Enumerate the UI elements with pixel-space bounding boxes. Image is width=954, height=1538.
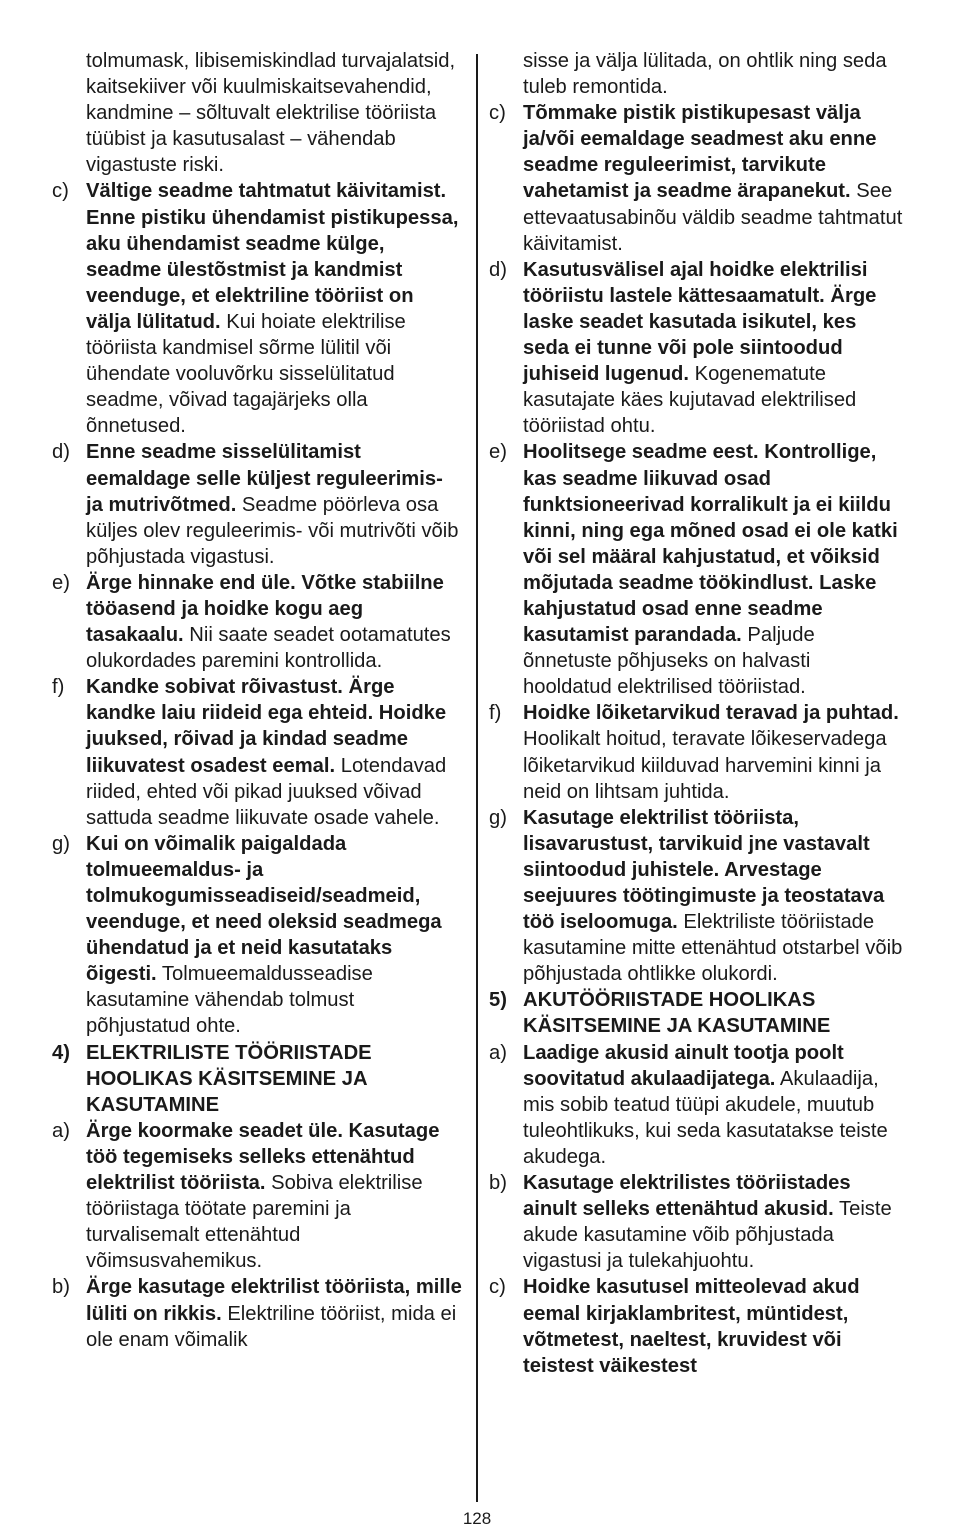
list-marker: g): [52, 832, 70, 855]
list-marker: 5): [489, 989, 507, 1012]
list-item: [52, 1040, 464, 1118]
list-item: [489, 257, 903, 440]
list-marker: e): [52, 571, 70, 594]
list-item-bold-text: Kasutage elektrilist tööriista, lisavarustust, tarvikuid jne vastavalt siintoodud juhistele. Arvestage seejuures töötingimuste ja teostatava töö iseloomuga.: [523, 806, 885, 934]
list-marker: e): [489, 441, 507, 464]
list-marker: c): [52, 180, 69, 203]
right-lead-paragraph: sisse ja välja lülitada, on ohtlik ning seda tuleb remontida.: [523, 50, 887, 99]
column-divider: [476, 54, 478, 1502]
list-item-body: [523, 439, 903, 700]
list-item: [489, 1040, 903, 1170]
list-item: [489, 987, 903, 1039]
list-item-body: [523, 805, 903, 988]
list-marker: f): [489, 702, 502, 725]
list-item-body: [523, 987, 903, 1039]
list-item-text: Tolmueemaldusseadise kasutamine vähendab tolmust põhjustatud ohte.: [86, 963, 373, 1038]
list-item-body: [86, 570, 464, 674]
left-column: [52, 48, 464, 1353]
right-items: [489, 100, 903, 1379]
list-item-body: [523, 700, 903, 804]
list-item-bold-text: Kasutusvälisel ajal hoidke elektrilisi tööriistu lastele kättesaamatult. Ärge laske seadet kasutada isikutel, kes seda ei tunne või pole siintoodud juhiseid lugenud.: [523, 258, 877, 386]
list-item: [489, 100, 903, 257]
list-item-bold-text: AKUTÖÖRIISTADE HOOLIKAS KÄSITSEMINE JA KASUTAMINE: [523, 989, 831, 1038]
left-items: [52, 178, 464, 1352]
list-item: [52, 439, 464, 569]
list-item-body: [523, 1170, 903, 1274]
list-item-body: [86, 439, 464, 569]
list-item-text: Kogenematute kasutajate käes kujutavad elektrilised tööriistad ohtu.: [523, 363, 857, 438]
list-item: [489, 1274, 903, 1378]
list-item-body: [523, 100, 903, 257]
list-item-bold-text: Ärge koormake seadet üle. Kasutage töö tegemiseks selleks ettenähtud elektrilist tööriista.: [86, 1119, 440, 1195]
list-item: [52, 1118, 464, 1275]
list-item: [489, 805, 903, 988]
list-item-body: [86, 1040, 464, 1118]
list-item-bold-text: Ärge kasutage elektrilist tööriista, mille lüliti on rikkis.: [86, 1276, 462, 1325]
list-item-body: [86, 1118, 464, 1275]
list-item: [52, 570, 464, 674]
list-item-text: Paljude õnnetuste põhjuseks on halvasti hooldatud elektrilised tööriistad.: [523, 624, 815, 699]
list-item-text: Teiste akude kasutamine võib põhjustada vigastusi ja tulekahjuohtu.: [523, 1198, 892, 1273]
list-item: [52, 674, 464, 831]
list-item-body: [86, 831, 464, 1040]
list-marker: a): [489, 1041, 507, 1064]
list-item: [52, 1274, 464, 1352]
list-item-bold-text: Ärge hinnake end üle. Võtke stabiilne tööasend ja hoidke kogu aeg tasakaalu.: [86, 571, 444, 647]
list-item-text: Kui hoiate elektrilise tööriista kandmisel sõrme lülitil või ühendate vooluvõrku sisselülitatud seadme, võivad tagajärjeks olla õnnetused.: [86, 310, 406, 438]
list-item-text: Lotendavad riided, ehted või pikad juuksed võivad sattuda seadme liikuvate osade vahele.: [86, 754, 447, 829]
list-item-body: [523, 1040, 903, 1170]
list-item-body: [523, 257, 903, 440]
right-column: [489, 48, 903, 1379]
list-item-bold-text: Hoolitsege seadme eest. Kontrollige, kas seadme liikuvad osad funktsioneerivad korralikult ja ei kiildu kinni, ning ega mõned osad ei ole katki või sel määral kahjustatud, et võiksid mõjutada seadme töökindlust. Laske kahjustatud osad enne seadme kasutamist parandada.: [523, 441, 898, 647]
list-item-bold-text: Kui on võimalik paigaldada tolmueemaldus- ja tolmukogumisseadiseid/seadmeid, veenduge, et need oleksid seadmega ühendatud ja et neid kasutataks õigesti.: [86, 832, 442, 986]
list-marker: c): [489, 1276, 506, 1299]
list-item-bold-text: Kandke sobivat rõivastust. Ärge kandke laiu riideid ega ehteid. Hoidke juuksed, rõivad ja kindad seadme liikuvatest osadest eemal.: [86, 676, 447, 777]
list-marker: d): [489, 258, 507, 281]
list-item-bold-text: Laadige akusid ainult tootja poolt soovitatud akulaadijatega.: [523, 1041, 844, 1090]
list-item-text: Elektriline tööriist, mida ei ole enam võimalik: [86, 1302, 457, 1351]
list-item-body: [86, 674, 464, 831]
list-item-text: Sobiva elektrilise tööriistaga töötate paremini ja turvalisemalt ettenähtud võimsusvahemikus.: [86, 1172, 423, 1273]
list-item: [489, 439, 903, 700]
list-item: [52, 178, 464, 439]
list-marker: c): [489, 102, 506, 125]
list-item-text: Elektriliste tööriistade kasutamine mitte ettenähtud otstarbel võib põhjustada ohtlikke olukordi.: [523, 911, 903, 986]
list-marker: d): [52, 441, 70, 464]
list-item-bold-text: Vältige seadme tahtmatut käivitamist. Enne pistiku ühendamist pistikupessa, aku ühendamist seadme külge, seadme ülestõstmist ja kandmist veenduge, et elektriline tööriist on välja lülitatud.: [86, 180, 459, 333]
list-item: [52, 831, 464, 1040]
list-item-text: Nii saate seadet ootamatutes olukordades paremini kontrollida.: [86, 624, 451, 673]
list-item-body: [523, 1274, 903, 1378]
list-item-bold-text: Tõmmake pistik pistikupesast välja ja/või eemaldage seadmest aku enne seadme reguleerimist, tarvikute vahetamist ja seadme ärapanekut.: [523, 102, 877, 203]
list-item-body: [86, 1274, 464, 1352]
list-item-bold-text: Hoidke lõiketarvikud teravad ja puhtad.: [523, 702, 899, 725]
list-marker: a): [52, 1119, 70, 1142]
list-marker: 4): [52, 1041, 70, 1064]
list-item-bold-text: Hoidke kasutusel mitteolevad akud eemal kirjaklambritest, müntidest, võtmetest, naeltest, kruvidest või teistest väikestest: [523, 1276, 860, 1377]
list-item-bold-text: Kasutage elektrilistes tööriistades ainult selleks ettenähtud akusid.: [523, 1172, 851, 1221]
list-item-bold-text: Enne seadme sisselülitamist eemaldage selle küljest reguleerimis- ja mutrivõtmed.: [86, 441, 443, 516]
list-item-text: See ettevaatusabinõu väldib seadme tahtmatut käivitamist.: [523, 180, 903, 255]
list-item-bold-text: ELEKTRILISTE TÖÖRIISTADE HOOLIKAS KÄSITSEMINE JA KASUTAMINE: [86, 1041, 372, 1116]
list-item: [489, 1170, 903, 1274]
left-lead-paragraph: tolmumask, libisemiskindlad turvajalatsid, kaitsekiiver või kuulmiskaitsevahendid, kandmine – sõltuvalt elektrilise tööriista tüübist ja kasutusalast – vähendab vigastuste riski.: [86, 50, 456, 177]
page-number: 128: [462, 1509, 492, 1528]
list-item-text: Seadme pöörleva osa küljes olev reguleerimis- või mutrivõti võib põhjustada vigastusi.: [86, 493, 459, 568]
list-marker: f): [52, 676, 65, 699]
list-marker: g): [489, 806, 507, 829]
list-marker: b): [52, 1276, 70, 1299]
list-item-text: Hoolikalt hoitud, teravate lõikeservadega lõiketarvikud kiilduvad harvemini kinni ja neid on lihtsam juhtida.: [523, 728, 887, 803]
list-item-body: [86, 178, 464, 439]
list-item-text: Akulaadija, mis sobib teatud tüüpi akudele, muutub tuleohtlikuks, kui seda kasutatakse teiste akudega.: [523, 1067, 888, 1168]
list-marker: b): [489, 1172, 507, 1195]
list-item: [489, 700, 903, 804]
